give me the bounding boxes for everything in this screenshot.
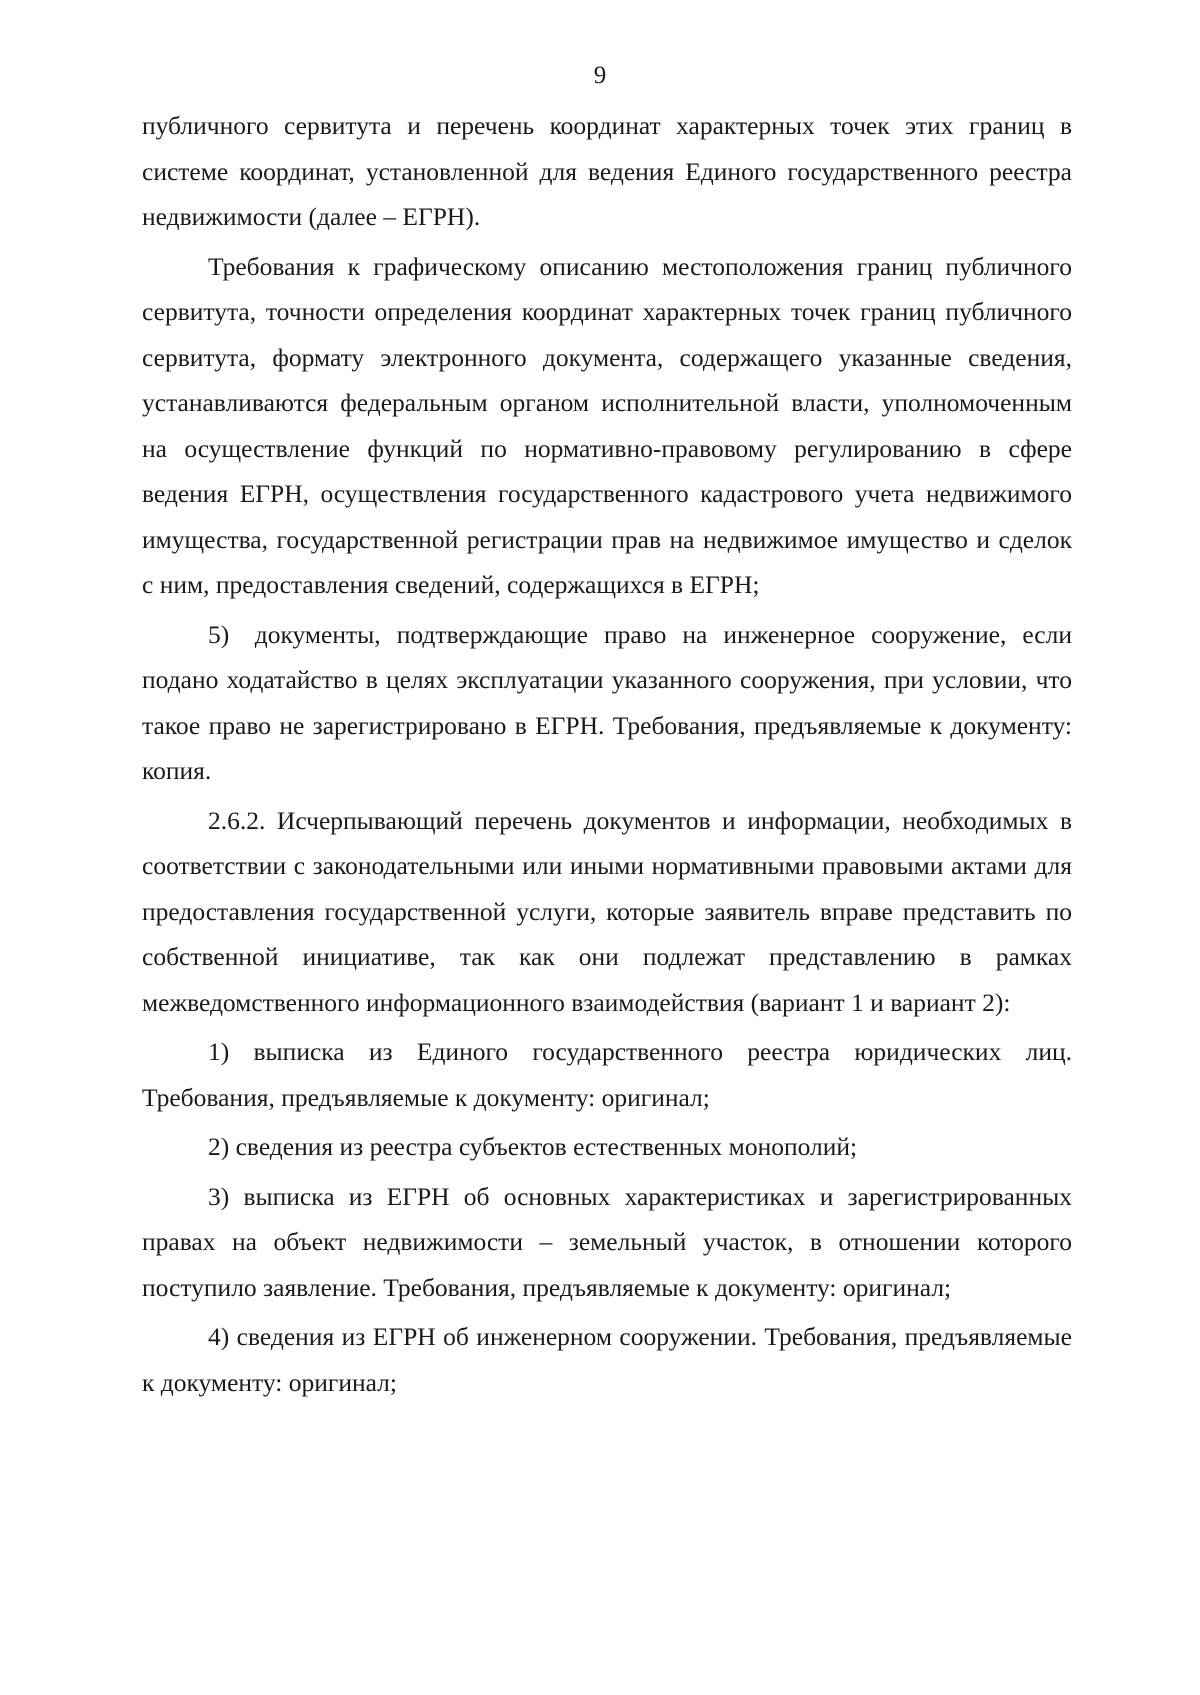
list-item-3-egrn-land-plot-extract: 3) выписка из ЕГРН об основных характеристиках и зарегистрированных правах на объект недвижимости – земельный участок, в отношении которого поступило заявление. Требования, предъявляемые к документу: оригинал; <box>142 1181 1072 1302</box>
list-item-4-egrn-engineering-structure: 4) сведения из ЕГРН об инженерном сооружении. Требования, предъявляемые к документу: оригинал; <box>142 1322 1072 1397</box>
list-item-5-engineering-structure-documents: 5) документы, подтверждающие право на инженерное сооружение, если подано ходатайство в целях эксплуатации указанного сооружения, при условии, что такое право не зарегистрировано в ЕГРН. Требования, предъявляемые к документу: копия. <box>142 619 1072 785</box>
list-item-1-egrul-extract: 1) выписка из Единого государственного реестра юридических лиц. Требования, предъявляемые к документу: оригинал; <box>142 1037 1072 1112</box>
paragraph-graphic-description-requirements: Требования к графическому описанию местоположения границ публичного сервитута, точности определения координат характерных точек границ публичного сервитута, формату электронного документа, содержащего указанные сведения, устанавливаются федеральным органом исполнительной власти, уполномоченным на осуществление функций по нормативно-правовому регулированию в сфере ведения ЕГРН, осуществления государственного кадастрового учета недвижимого имущества, государственной регистрации прав на недвижимое имущество и сделок с ним, предоставления сведений, содержащихся в ЕГРН; <box>142 251 1072 599</box>
page-number: 9 <box>593 62 607 89</box>
document-body <box>142 103 1072 1409</box>
section-2-6-2-heading-paragraph: 2.6.2. Исчерпывающий перечень документов и информации, необходимых в соответствии с законодательными или иными нормативными правовыми актами для предоставления государственной услуги, которые заявитель вправе представить по собственной инициативе, так как они подлежат представлению в рамках межведомственного информационного взаимодействия (вариант 1 и вариант 2): <box>142 805 1072 1017</box>
list-item-2-monopolies-register: 2) сведения из реестра субъектов естественных монополий; <box>208 1132 858 1161</box>
paragraph-servitude-coordinates: публичного сервитута и перечень координат характерных точек этих границ в системе координат, установленной для ведения Единого государственного реестра недвижимости (далее – ЕГРН). <box>142 111 1072 231</box>
